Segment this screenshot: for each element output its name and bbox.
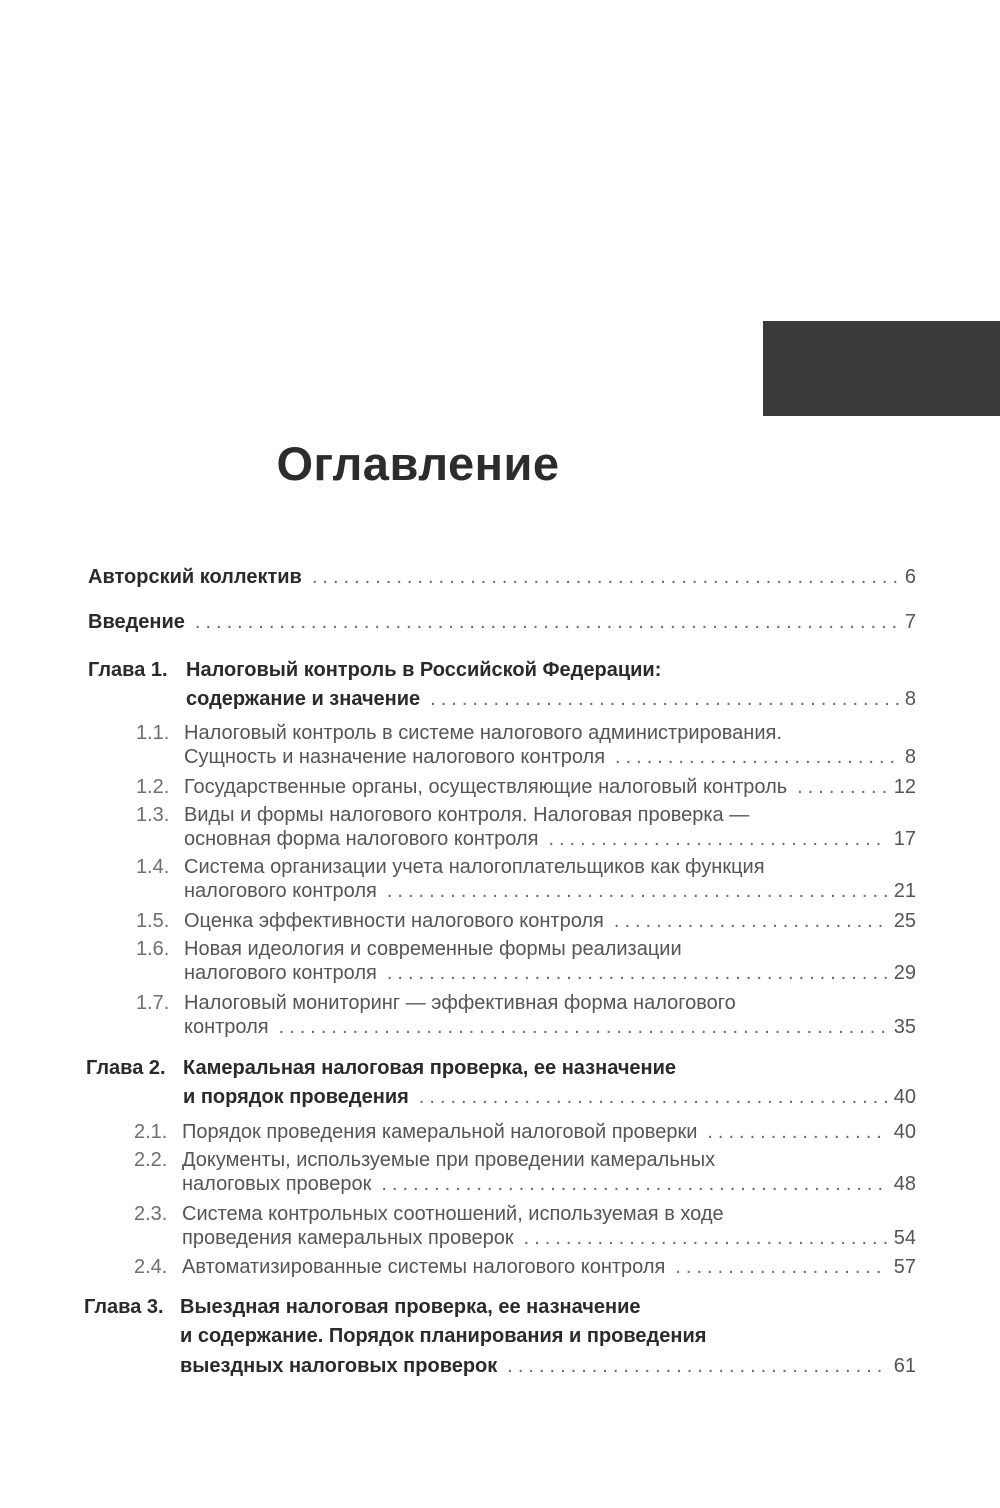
section-title-row xyxy=(184,910,916,933)
chapter-title-line: выездных налоговых проверок xyxy=(180,1355,498,1377)
section-title-line: Государственные органы, осуществляющие налоговый контроль xyxy=(184,776,788,798)
chapter-title-line: и содержание. Порядок планирования и проведения xyxy=(180,1325,707,1347)
leader-dots xyxy=(381,1173,887,1196)
chapter-label: Глава 2. xyxy=(86,1057,166,1079)
section-title-row xyxy=(184,776,916,799)
section-title-line: Оценка эффективности налогового контроля xyxy=(184,910,604,932)
chapter-title-row xyxy=(180,1355,916,1378)
section-title-line: Налоговый контроль в системе налогового администрирования. xyxy=(184,722,782,744)
section-title-line: Порядок проведения камеральной налоговой проверки xyxy=(182,1121,698,1143)
chapter-title-line: Налоговый контроль в Российской Федерации: xyxy=(186,659,662,681)
leader-dots xyxy=(797,776,888,799)
section-title-row xyxy=(182,1173,916,1196)
section-number: 1.3. xyxy=(136,804,170,826)
leader-dots xyxy=(507,1355,887,1378)
section-page: 29 xyxy=(893,962,916,984)
section-title-line: проведения камеральных проверок xyxy=(182,1227,514,1249)
leader-dots xyxy=(387,880,888,903)
section-page: 21 xyxy=(893,880,916,902)
toc-entry-page: 6 xyxy=(904,566,916,588)
section-title-line: Налоговый мониторинг — эффективная форма налогового xyxy=(184,992,736,1014)
section-number: 2.1. xyxy=(134,1121,168,1143)
chapter-page: 8 xyxy=(904,688,916,710)
section-title-row xyxy=(184,880,916,903)
leader-dots xyxy=(312,566,899,589)
leader-dots xyxy=(430,688,899,711)
section-page: 40 xyxy=(893,1121,916,1143)
page-title: Оглавление xyxy=(276,437,560,490)
section-number: 1.2. xyxy=(136,776,170,798)
section-page: 17 xyxy=(893,828,916,850)
leader-dots xyxy=(419,1086,888,1109)
section-title-row xyxy=(184,828,916,851)
section-number: 2.4. xyxy=(134,1256,168,1278)
section-title-row xyxy=(184,746,916,769)
section-title-line: Система организации учета налогоплательщиков как функция xyxy=(184,856,765,878)
leader-dots xyxy=(387,962,888,985)
section-number: 1.7. xyxy=(136,992,170,1014)
chapter-title-line: Камеральная налоговая проверка, ее назначение xyxy=(183,1057,677,1079)
section-title-line: Сущность и назначение налогового контроля xyxy=(184,746,606,768)
section-number: 2.2. xyxy=(134,1149,168,1171)
section-title-line: Автоматизированные системы налогового контроля xyxy=(182,1256,666,1278)
section-title-row xyxy=(182,1227,916,1250)
leader-dots xyxy=(675,1256,887,1279)
section-page: 48 xyxy=(893,1173,916,1195)
toc-entry-title: Авторский коллектив xyxy=(88,566,302,588)
section-page: 57 xyxy=(893,1256,916,1278)
section-title-line: налоговых проверок xyxy=(182,1173,372,1195)
section-title-line: налогового контроля xyxy=(184,880,377,902)
chapter-title-line: содержание и значение xyxy=(186,688,421,710)
section-number: 1.5. xyxy=(136,910,170,932)
section-title-row xyxy=(182,1121,916,1144)
chapter-label: Глава 1. xyxy=(88,659,168,681)
section-number: 2.3. xyxy=(134,1203,168,1225)
leader-dots xyxy=(524,1227,888,1250)
section-title-line: контроля xyxy=(184,1016,269,1038)
section-page: 8 xyxy=(904,746,916,768)
section-title-line: Документы, используемые при проведении камеральных xyxy=(182,1149,716,1171)
toc-entry-title: Введение xyxy=(88,611,185,633)
section-title-line: налогового контроля xyxy=(184,962,377,984)
toc-entry-page: 7 xyxy=(904,611,916,633)
section-title-row xyxy=(184,1016,916,1039)
chapter-page: 61 xyxy=(893,1355,916,1377)
section-title-line: основная форма налогового контроля xyxy=(184,828,539,850)
chapter-title-row xyxy=(186,688,916,711)
section-page: 54 xyxy=(893,1227,916,1249)
section-title-line: Виды и формы налогового контроля. Налоговая проверка — xyxy=(184,804,750,826)
leader-dots xyxy=(615,746,899,769)
chapter-title-line: и порядок проведения xyxy=(183,1086,409,1108)
section-page: 35 xyxy=(893,1016,916,1038)
leader-dots xyxy=(279,1016,888,1039)
chapter-title-line: Выездная налоговая проверка, ее назначение xyxy=(180,1296,641,1318)
toc-entry[interactable] xyxy=(88,611,916,634)
section-title-row xyxy=(182,1256,916,1279)
section-title-row xyxy=(184,962,916,985)
section-number: 1.4. xyxy=(136,856,170,878)
chapter-label: Глава 3. xyxy=(84,1296,164,1318)
leader-dots xyxy=(195,611,899,634)
section-number: 1.1. xyxy=(136,722,170,744)
section-title-line: Система контрольных соотношений, используемая в ходе xyxy=(182,1203,724,1225)
leader-dots xyxy=(548,828,887,851)
chapter-page: 40 xyxy=(893,1086,916,1108)
section-page: 12 xyxy=(893,776,916,798)
leader-dots xyxy=(707,1121,887,1144)
leader-dots xyxy=(614,910,888,933)
section-title-line: Новая идеология и современные формы реализации xyxy=(184,938,682,960)
section-number: 1.6. xyxy=(136,938,170,960)
section-page: 25 xyxy=(893,910,916,932)
toc-entry[interactable] xyxy=(88,566,916,589)
chapter-tab-marker xyxy=(763,321,1000,416)
chapter-title-row xyxy=(183,1086,916,1109)
